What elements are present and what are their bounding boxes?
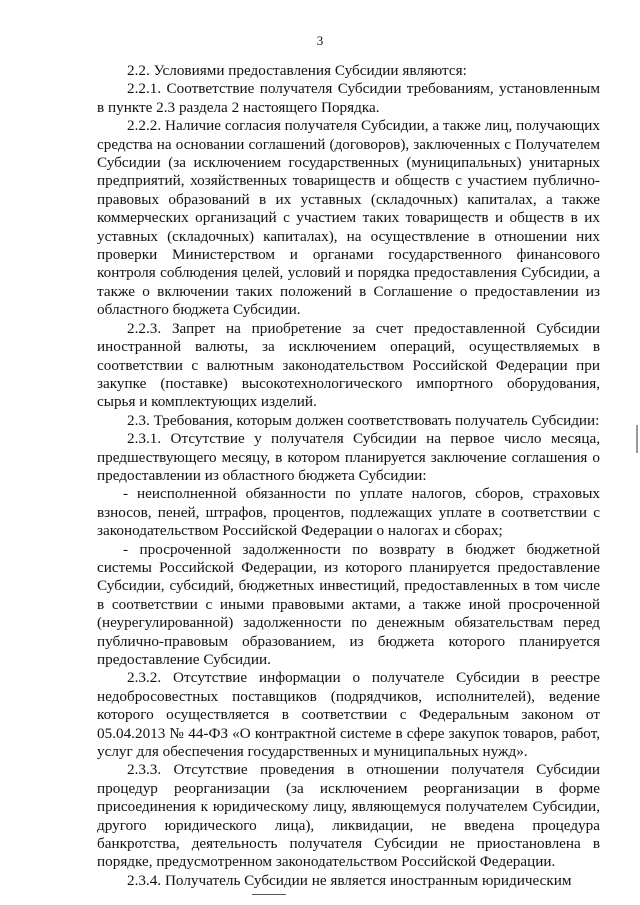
footer-line — [252, 894, 286, 895]
paragraph-2-3-3: 2.3.3. Отсутствие проведения в отношении получателя Субсидии процедур реорганизации (за исключением реорганизации в форме присоединения к юридическому лицу, являющемуся получателем Субсидии, другого юридического лица), ликвидации, не введена процедура банкротства, деятельность получателя Субсидии не приостановлена в порядке, предусмотренном законодательством Российской Федерации. — [97, 761, 600, 871]
list-item-tax-obligations: - неисполненной обязанности по уплате налогов, сборов, страховых взносов, пеней, штрафов, процентов, подлежащих уплате в соответствии с законодательством Российской Федерации о налогах и сборах; — [97, 485, 600, 540]
paragraph-2-2-2: 2.2.2. Наличие согласия получателя Субсидии, а также лиц, получающих средства на основании соглашений (договоров), заключенных с Получателем Субсидии (за исключением государственных (муниципальных) унитарных предприятий, хозяйственных товариществ и обществ с участием публично-правовых образований в их уставных (складочных) капиталах, а также коммерческих организаций с участием таких товариществ и обществ в их уставных (складочных) капиталах), на осуществление в отношении них проверки Министерством и органами государственного финансового контроля соблюдения целей, условий и порядка предоставления Субсидии, а также о включении таких положений в Соглашение о предоставлении из областного бюджета Субсидии. — [97, 117, 600, 319]
paragraph-2-2-3: 2.2.3. Запрет на приобретение за счет предоставленной Субсидии иностранной валюты, за исключением операций, осуществляемых в соответствии с валютным законодательством Российской Федерации при закупке (поставке) высокотехнологического импортного оборудования, сырья и комплектующих изделий. — [97, 319, 600, 411]
paragraph-2-3-2: 2.3.2. Отсутствие информации о получателе Субсидии в реестре недобросовестных поставщиков (подрядчиков, исполнителей), ведение которого осуществляется в соответствии с Федеральным законом от 05.04.2013 № 44-ФЗ «О контрактной системе в сфере закупок товаров, работ, услуг для обеспечения государственных и муниципальных нужд». — [97, 669, 600, 761]
scan-edge-mark — [636, 425, 638, 453]
paragraph-2-3-4: 2.3.4. Получатель Субсидии не является иностранным юридическим — [127, 871, 572, 889]
paragraph-2-2: 2.2. Условиями предоставления Субсидии являются: — [127, 62, 467, 79]
page-number: 3 — [316, 33, 324, 48]
paragraph-2-3-1: 2.3.1. Отсутствие у получателя Субсидии на первое число месяца, предшествующего месяцу, в котором планируется заключение соглашения о предоставлении из областного бюджета Субсидии: — [97, 430, 600, 484]
paragraph-2-2-1: 2.2.1. Соответствие получателя Субсидии требованиям, установленным в пункте 2.3 раздела 2 настоящего Порядка. — [97, 80, 600, 116]
paragraph-2-3: 2.3. Требования, которым должен соответствовать получатель Субсидии: — [127, 411, 600, 429]
document-body — [97, 62, 600, 890]
list-item-overdue-debt: - просроченной задолженности по возврату в бюджет бюджетной системы Российской Федерации, из которого планируется предоставление Субсидии, субсидий, бюджетных инвестиций, предоставленных в том числе в соответствии с иными правовыми актами, а также иной просроченной (неурегулированной) задолженности по денежным обязательствам перед публично-правовым образованием, из бюджета которого планируется предоставление Субсидии. — [97, 540, 600, 668]
